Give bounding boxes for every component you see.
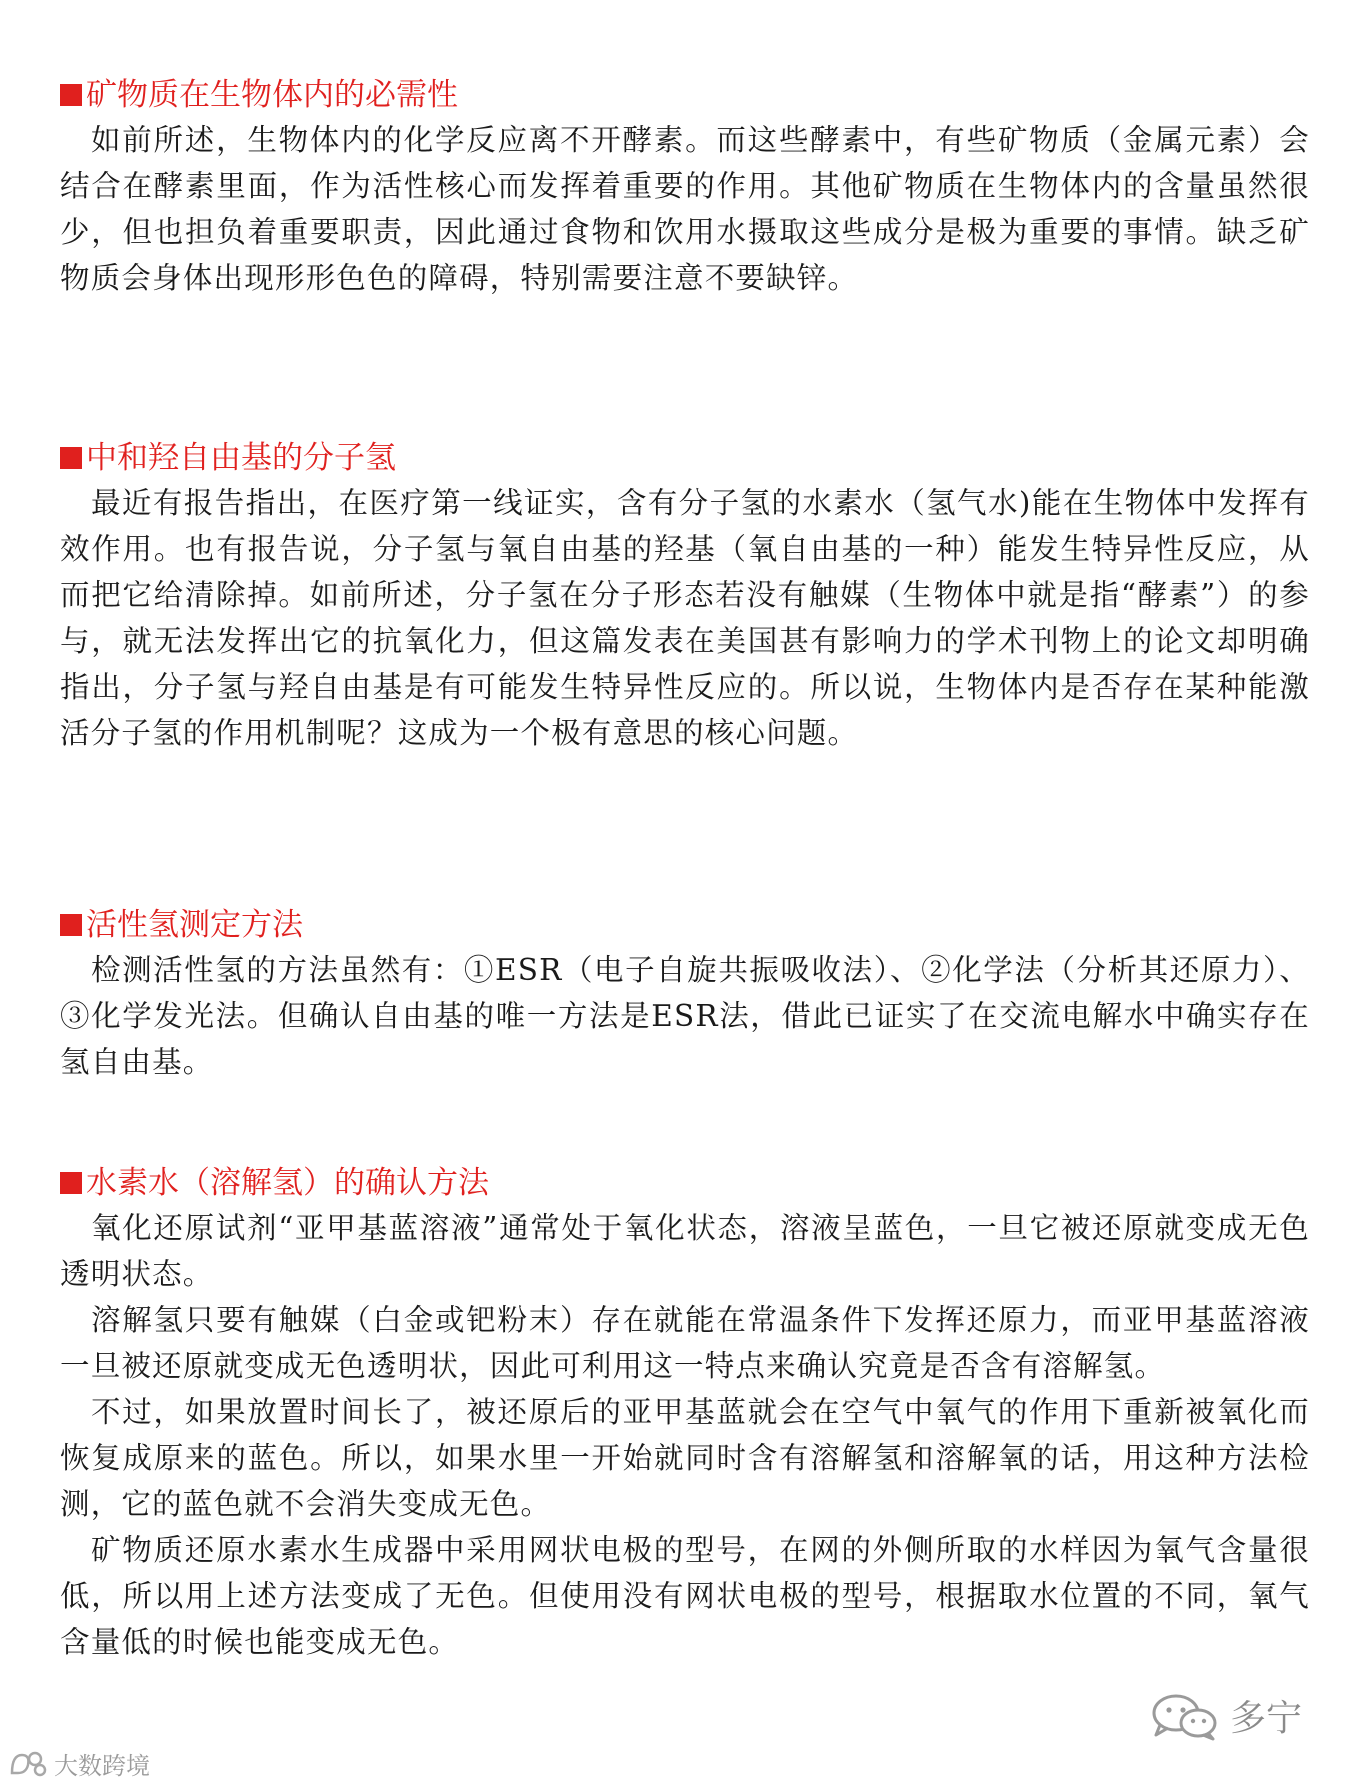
watermark-right xyxy=(1150,1690,1302,1741)
section-molecular-hydrogen xyxy=(60,436,1310,756)
section-heading xyxy=(60,903,1310,947)
section-active-hydrogen-methods xyxy=(60,903,1310,1085)
section-heading xyxy=(60,73,1310,117)
wechat-icon xyxy=(1150,1691,1220,1741)
red-square-icon xyxy=(60,914,82,936)
paragraph: 矿物质还原水素水生成器中采用网状电极的型号，在网的外侧所取的水样因为氧气含量很低，所以用上述方法变成了无色。但使用没有网状电极的型号，根据取水位置的不同，氧气含量低的时候也能变成无色。 xyxy=(60,1533,1310,1659)
paragraph: 如前所述，生物体内的化学反应离不开酵素。而这些酵素中，有些矿物质（金属元素）会结合在酵素里面，作为活性核心而发挥着重要的作用。其他矿物质在生物体内的含量虽然很少，但也担负着重要职责，因此通过食物和饮用水摄取这些成分是极为重要的事情。缺乏矿物质会身体出现形形色色的障碍，特别需要注意不要缺锌。 xyxy=(60,123,1310,295)
dashu-logo-icon xyxy=(8,1749,48,1779)
watermark-left-text: 大数跨境 xyxy=(54,1752,150,1780)
section-heading xyxy=(60,436,1310,480)
watermark-right-text: 多宁 xyxy=(1230,1698,1303,1739)
section-heading-text: 活性氢测定方法 xyxy=(86,907,303,943)
paragraph: 最近有报告指出，在医疗第一线证实，含有分子氢的水素水（氢气水)能在生物体中发挥有效作用。也有报告说，分子氢与氧自由基的羟基（氧自由基的一种）能发生特异性反应，从而把它给清除掉。如前所述，分子氢在分子形态若没有触媒（生物体中就是指“酵素”）的参与，就无法发挥出它的抗氧化力，但这篇发表在美国甚有影响力的学术刊物上的论文却明确指出，分子氢与羟自由基是有可能发生特异性反应的。所以说，生物体内是否存在某种能激活分子氢的作用机制呢？这成为一个极有意思的核心问题。 xyxy=(60,486,1310,750)
section-heading-text: 中和羟自由基的分子氢 xyxy=(86,440,396,476)
paragraph: 氧化还原试剂“亚甲基蓝溶液”通常处于氧化状态，溶液呈蓝色，一旦它被还原就变成无色透明状态。 xyxy=(60,1211,1310,1291)
red-square-icon xyxy=(60,447,82,469)
section-hydrogen-water-check xyxy=(60,1161,1310,1665)
paragraph: 检测活性氢的方法虽然有：①ESR（电子自旋共振吸收法）、②化学法（分析其还原力）、③化学发光法。但确认自由基的唯一方法是ESR法，借此已证实了在交流电解水中确实存在氢自由基。 xyxy=(60,953,1310,1079)
paragraph: 不过，如果放置时间长了，被还原后的亚甲基蓝就会在空气中氧气的作用下重新被氧化而恢复成原来的蓝色。所以，如果水里一开始就同时含有溶解氢和溶解氧的话，用这种方法检测，它的蓝色就不会消失变成无色。 xyxy=(60,1395,1310,1521)
red-square-icon xyxy=(60,84,82,106)
section-heading-text: 水素水（溶解氢）的确认方法 xyxy=(86,1165,489,1201)
red-square-icon xyxy=(60,1172,82,1194)
watermark-left xyxy=(8,1746,150,1781)
paragraph: 溶解氢只要有触媒（白金或钯粉末）存在就能在常温条件下发挥还原力，而亚甲基蓝溶液一旦被还原就变成无色透明状，因此可利用这一特点来确认究竟是否含有溶解氢。 xyxy=(60,1303,1310,1383)
section-heading-text: 矿物质在生物体内的必需性 xyxy=(86,77,458,113)
section-heading xyxy=(60,1161,1310,1205)
section-minerals xyxy=(60,73,1310,301)
